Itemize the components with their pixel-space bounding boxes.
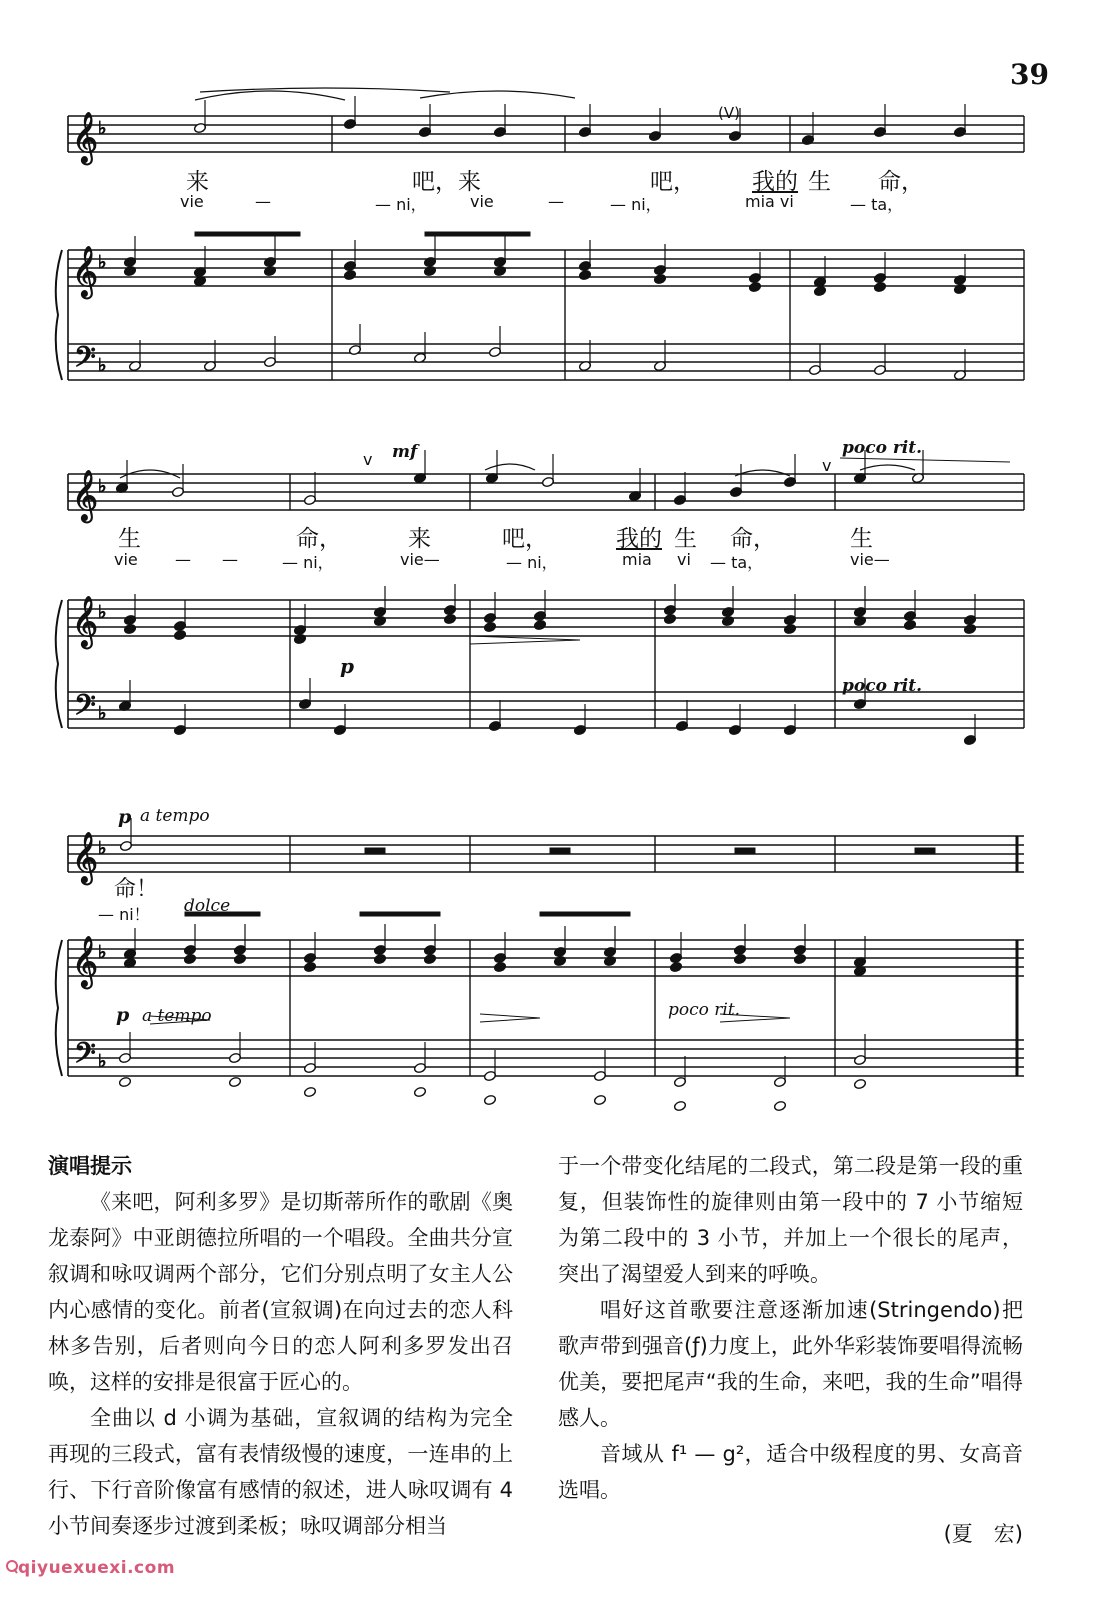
beam xyxy=(360,912,440,916)
lyric: 生 xyxy=(118,526,141,552)
lyric: 来 xyxy=(408,526,431,552)
lyric: vie— xyxy=(400,550,440,569)
note-head xyxy=(733,953,746,964)
beam xyxy=(540,912,630,916)
treble-clef: 𝄞 xyxy=(72,832,99,883)
slur xyxy=(860,465,915,470)
slur xyxy=(195,91,345,100)
bass-clef: 𝄢 xyxy=(74,341,96,381)
lyric: mia vi xyxy=(745,192,794,211)
key-flat: ♭ xyxy=(98,838,107,859)
whole-rest xyxy=(735,848,755,853)
lyric: — xyxy=(222,550,238,569)
notes-left-column xyxy=(48,1148,513,1544)
bass-clef: 𝄢 xyxy=(74,1037,96,1077)
beam xyxy=(195,232,300,236)
piano-tempo-marking: poco rit. xyxy=(842,676,923,696)
voice-tempo: a tempo xyxy=(140,806,210,826)
page-number: 39 xyxy=(1010,58,1049,91)
note-head xyxy=(953,283,966,294)
piano-brace xyxy=(56,940,62,1076)
note-head xyxy=(669,961,682,972)
lyric: — xyxy=(548,192,564,211)
notes-paragraph: 音域从 f¹ — g²，适合中级程度的男、女高音选唱。 xyxy=(558,1442,1023,1502)
key-flat: ♭ xyxy=(98,602,107,623)
lyric: — ni， xyxy=(610,195,662,214)
lyric: — xyxy=(255,192,271,211)
lyric: 命， xyxy=(878,169,924,195)
watermark: qiyuexuexi.com xyxy=(18,1558,176,1578)
breath-mark: v xyxy=(363,450,373,469)
lyric: 吧，来 xyxy=(412,169,481,195)
dynamic-mf: mf xyxy=(392,442,418,462)
voice-dynamic-p: p xyxy=(118,806,132,828)
treble-clef: 𝄞 xyxy=(72,246,99,297)
lyric: vie xyxy=(180,192,204,211)
note-head xyxy=(293,633,306,644)
lyric: vi xyxy=(677,550,691,569)
note-head xyxy=(443,613,456,624)
note-head xyxy=(123,623,136,634)
slur xyxy=(200,88,450,92)
note-head xyxy=(118,1076,131,1087)
lyric: 我的 xyxy=(616,526,662,552)
note-head xyxy=(533,619,546,630)
key-flat: ♭ xyxy=(98,355,107,376)
lyric: 生 xyxy=(808,169,831,195)
author-credit: (夏 宏) xyxy=(943,1522,1023,1546)
notes-paragraph: 唱好这首歌要注意逐渐加速(Stringendo)把歌声带到强音(ƒ)力度上，此外华彩装饰要唱得流畅优美，要把尾声“我的生命，来吧，我的生命”唱得感人。 xyxy=(558,1298,1023,1430)
lyric: — ni！ xyxy=(98,905,150,924)
notes-right-column xyxy=(558,1148,1023,1552)
key-flat: ♭ xyxy=(98,252,107,273)
note-head xyxy=(493,961,506,972)
treble-clef: 𝄞 xyxy=(72,112,99,163)
note-head xyxy=(483,621,496,632)
note-head xyxy=(343,269,356,280)
note-head xyxy=(483,1094,496,1105)
piano-brace xyxy=(56,600,62,728)
note-head xyxy=(303,1086,316,1097)
key-flat: ♭ xyxy=(98,1051,107,1072)
note-head xyxy=(673,1100,686,1111)
note-head xyxy=(663,613,676,624)
note-head xyxy=(228,1076,241,1087)
lyric: — ta， xyxy=(850,195,904,214)
note-head xyxy=(853,615,866,626)
q-logo-icon xyxy=(6,1560,18,1574)
note-head xyxy=(773,1100,786,1111)
key-flat: ♭ xyxy=(98,118,107,139)
lyric: 来 xyxy=(186,169,209,195)
tempo-marking: poco rit. xyxy=(842,438,923,458)
note-head xyxy=(853,1078,866,1089)
note-head xyxy=(303,961,316,972)
lyric: 吧， xyxy=(502,526,548,552)
note-head xyxy=(233,953,246,964)
whole-rest xyxy=(915,848,935,853)
note-head xyxy=(813,285,826,296)
note-head xyxy=(413,1086,426,1097)
slur xyxy=(485,464,535,470)
lyric: — ni， xyxy=(506,553,558,572)
lyric: 生 xyxy=(674,526,697,552)
note-head xyxy=(593,1094,606,1105)
note-head xyxy=(578,269,591,280)
note-head xyxy=(173,629,186,640)
lyric: vie xyxy=(470,192,494,211)
lyric: 我的 xyxy=(752,169,798,195)
note-head xyxy=(963,623,976,634)
key-flat: ♭ xyxy=(98,942,107,963)
note-head xyxy=(748,281,761,292)
slur xyxy=(735,470,790,476)
notes-paragraph: 于一个带变化结尾的二段式，第二段是第一段的重复，但装饰性的旋律则由第一段中的 7 小节缩短为第二段中的 3 小节，并加上一个很长的尾声，突出了渴望爱人到来的呼唤。 xyxy=(558,1154,1023,1286)
note-head xyxy=(603,955,616,966)
lyric: 命， xyxy=(730,526,776,552)
treble-clef: 𝄞 xyxy=(72,470,99,521)
note-head xyxy=(423,953,436,964)
lyric: 生 xyxy=(850,526,873,552)
whole-rest xyxy=(550,848,570,853)
note-head xyxy=(553,955,566,966)
lyric: — ta， xyxy=(710,553,764,572)
expression-dolce: dolce xyxy=(184,896,231,916)
lyric: — ni， xyxy=(375,195,427,214)
breath-mark: v xyxy=(822,456,832,475)
hairpin xyxy=(480,1014,540,1022)
note-head xyxy=(721,615,734,626)
note-head xyxy=(183,953,196,964)
lyric: mia xyxy=(622,550,652,569)
piano-brace xyxy=(56,250,62,380)
note-head xyxy=(373,615,386,626)
notes-paragraph: 全曲以 d 小调为基础，宣叙调的结构为完全再现的三段式，富有表情级慢的速度，一连串的上行、下行音阶像富有感情的叙述，进人咏叹调有 4 小节间奏逐步过渡到柔板；咏叹调部分相当 xyxy=(48,1406,513,1538)
note-head xyxy=(653,273,666,284)
notes-paragraph: 《来吧，阿利多罗》是切斯蒂所作的歌剧《奥龙泰阿》中亚朗德拉所唱的一个唱段。全曲共分宣叙调和咏叹调两个部分，它们分别点明了女主人公内心感情的变化。前者(宣叙调)在向过去的恋人科林多告别，后者则向今日的恋人阿利多罗发出召唤，这样的安排是很富于匠心的。 xyxy=(48,1190,513,1394)
piano-dynamic-p: p xyxy=(116,1004,130,1026)
beam xyxy=(425,232,530,236)
lyric: vie— xyxy=(850,550,890,569)
piano-tempo: a tempo xyxy=(142,1006,212,1026)
note-head xyxy=(263,265,276,276)
dynamic-p: p xyxy=(340,654,354,678)
note-head xyxy=(903,619,916,630)
system-1-voice-mark: (V) xyxy=(718,104,740,122)
note-head xyxy=(423,265,436,276)
treble-clef: 𝄞 xyxy=(72,936,99,987)
note-head xyxy=(793,953,806,964)
treble-clef: 𝄞 xyxy=(72,596,99,647)
hairpin xyxy=(470,636,580,644)
note-head xyxy=(873,281,886,292)
bass-clef: 𝄢 xyxy=(74,689,96,729)
note-head xyxy=(373,953,386,964)
lyric: — ni， xyxy=(282,553,334,572)
note-head xyxy=(493,265,506,276)
note-head xyxy=(123,265,136,276)
lyric: — xyxy=(175,550,191,569)
lyric: 命！ xyxy=(114,877,159,902)
lyric: 吧， xyxy=(650,169,696,195)
whole-rest xyxy=(365,848,385,853)
note-head xyxy=(783,623,796,634)
key-flat: ♭ xyxy=(98,703,107,724)
lyric: vie xyxy=(114,550,138,569)
key-flat: ♭ xyxy=(98,476,107,497)
notes-heading: 演唱提示 xyxy=(48,1154,132,1178)
lyric: 命， xyxy=(296,526,342,552)
piano-rit: poco rit. xyxy=(668,1000,741,1020)
